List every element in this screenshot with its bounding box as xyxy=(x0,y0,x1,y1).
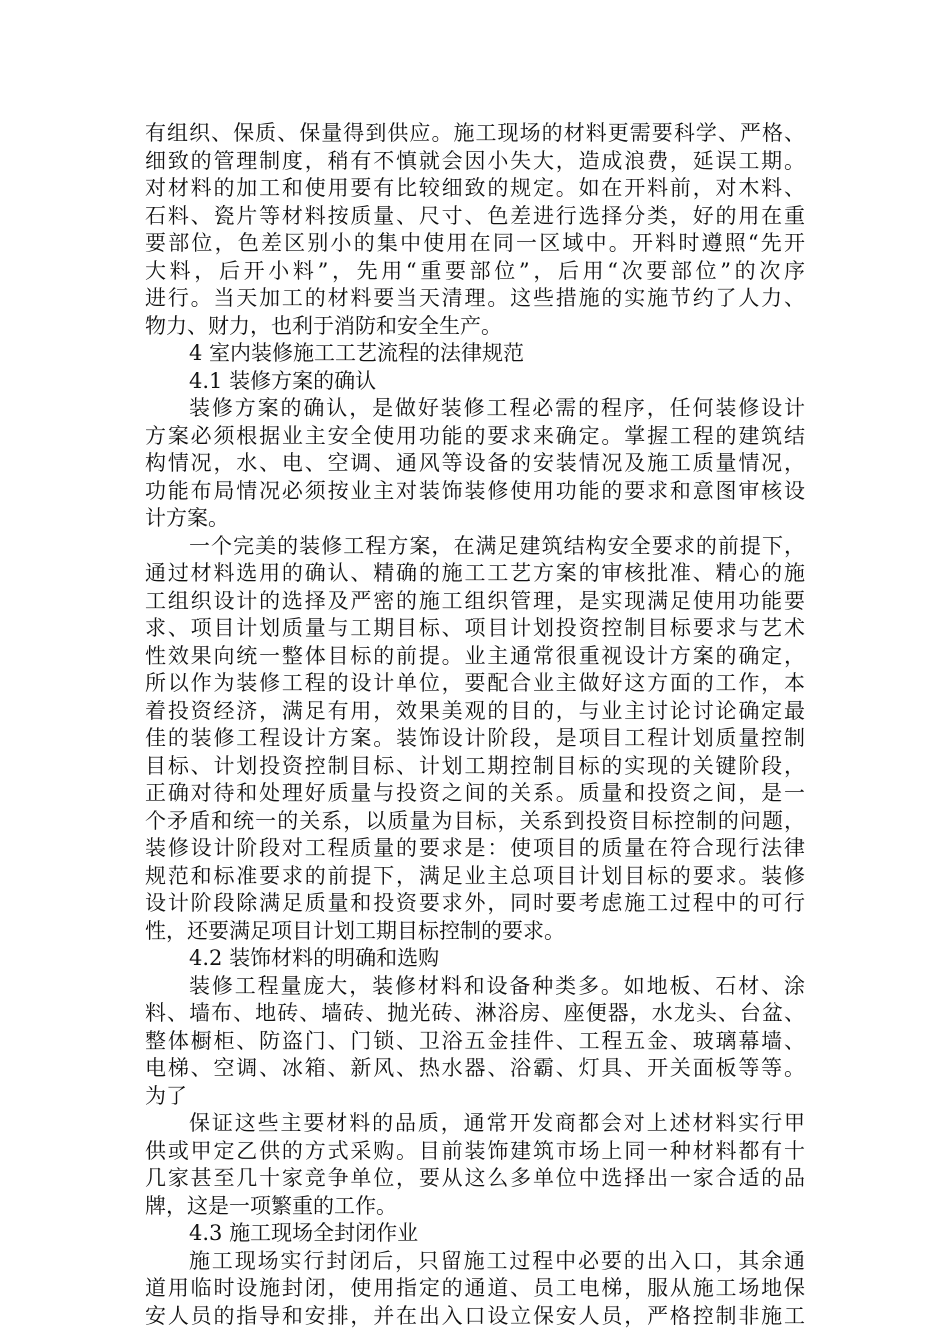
text-line: 构情况，水、电、空调、通风等设备的安装情况及施工质量情况， xyxy=(145,451,805,475)
text-line: 功能布局情况必须按业主对装饰装修使用功能的要求和意图审核设 xyxy=(145,478,805,503)
section-heading: 4.3 施工现场全封闭作业 xyxy=(189,1221,419,1245)
document-page xyxy=(145,120,805,1330)
text-line: 几家甚至几十家竞争单位，要从这么多单位中选择出一家合适的品 xyxy=(145,1166,805,1190)
text-line: 大料，后开小料”，先用“重要部位”，后用“次要部位”的次序 xyxy=(145,258,805,283)
text-line: 规范和标准要求的前提下，满足业主总项目计划目标的要求。装修 xyxy=(145,863,805,888)
text-line: 目标、计划投资控制目标、计划工期控制目标的实现的关键阶段， xyxy=(145,753,805,778)
text-line: 有组织、保质、保量得到供应。施工现场的材料更需要科学、严格、 xyxy=(145,121,805,145)
text-line: 安人员的指导和安排，并在出入口设立保安人员，严格控制非施工 xyxy=(145,1303,805,1328)
text-line: 设计阶段除满足质量和投资要求外，同时要考虑施工过程中的可行 xyxy=(145,891,805,915)
text-line: 石料、瓷片等材料按质量、尺寸、色差进行选择分类，好的用在重 xyxy=(145,203,805,228)
text-line: 一个完美的装修工程方案，在满足建筑结构安全要求的前提下， xyxy=(189,533,805,558)
text-line: 对材料的加工和使用要有比较细致的规定。如在开料前，对木料、 xyxy=(145,176,805,200)
text-line: 正确对待和处理好质量与投资之间的关系。质量和投资之间，是一 xyxy=(145,781,805,805)
text-line: 进行。当天加工的材料要当天清理。这些措施的实施节约了人力、 xyxy=(145,286,805,310)
text-line: 所以作为装修工程的设计单位，要配合业主做好这方面的工作，本 xyxy=(145,671,805,695)
text-line: 牌，这是一项繁重的工作。 xyxy=(145,1193,397,1218)
section-heading: 4.2 装饰材料的明确和选购 xyxy=(189,946,440,970)
section-heading: 4 室内装修施工工艺流程的法律规范 xyxy=(189,341,525,365)
text-line: 细致的管理制度，稍有不慎就会因小失大，造成浪费，延误工期。 xyxy=(145,148,805,173)
text-line: 装修方案的确认，是做好装修工程必需的程序，任何装修设计 xyxy=(189,396,805,420)
text-line: 工组织设计的选择及严密的施工组织管理，是实现满足使用功能要 xyxy=(145,588,805,613)
section-heading: 4.1 装修方案的确认 xyxy=(189,368,377,393)
text-line: 求、项目计划质量与工期目标、项目计划投资控制目标要求与艺术 xyxy=(145,616,805,640)
text-line: 性效果向统一整体目标的前提。业主通常很重视设计方案的确定， xyxy=(145,643,805,668)
text-line: 佳的装修工程设计方案。装饰设计阶段，是项目工程计划质量控制 xyxy=(145,726,805,750)
text-line: 着投资经济，满足有用，效果美观的目的，与业主讨论讨论确定最 xyxy=(145,698,805,723)
text-line: 计方案。 xyxy=(145,506,229,530)
text-line: 装修工程量庞大，装修材料和设备种类多。如地板、石材、涂 xyxy=(189,973,805,998)
text-line: 通过材料选用的确认、精确的施工工艺方案的审核批准、精心的施 xyxy=(145,561,805,585)
text-line: 施工现场实行封闭后，只留施工过程中必要的出入口，其余通 xyxy=(189,1248,805,1273)
text-line: 供或甲定乙供的方式采购。目前装饰建筑市场上同一种材料都有十 xyxy=(145,1138,805,1163)
text-line: 整体橱柜、防盗门、门锁、卫浴五金挂件、工程五金、玻璃幕墙、 xyxy=(145,1028,805,1053)
text-line: 装修设计阶段对工程质量的要求是：使项目的质量在符合现行法律 xyxy=(145,836,805,860)
text-line: 为了 xyxy=(145,1083,187,1108)
text-line: 物力、财力，也利于消防和安全生产。 xyxy=(145,313,502,338)
text-line: 保证这些主要材料的品质，通常开发商都会对上述材料实行甲 xyxy=(189,1111,805,1135)
text-line: 要部位，色差区别小的集中使用在同一区域中。开料时遵照“先开 xyxy=(145,231,805,255)
text-line: 方案必须根据业主安全使用功能的要求来确定。掌握工程的建筑结 xyxy=(145,423,805,448)
text-line: 性，还要满足项目计划工期目标控制的要求。 xyxy=(145,918,565,943)
text-line: 电梯、空调、冰箱、新风、热水器、浴霸、灯具、开关面板等等。 xyxy=(145,1056,805,1080)
text-line: 道用临时设施封闭，使用指定的通道、员工电梯，服从施工场地保 xyxy=(145,1276,805,1300)
text-line: 个矛盾和统一的关系，以质量为目标，关系到投资目标控制的问题， xyxy=(145,808,805,833)
text-line: 料、墙布、地砖、墙砖、抛光砖、淋浴房、座便器，水龙头、台盆、 xyxy=(145,1001,805,1025)
